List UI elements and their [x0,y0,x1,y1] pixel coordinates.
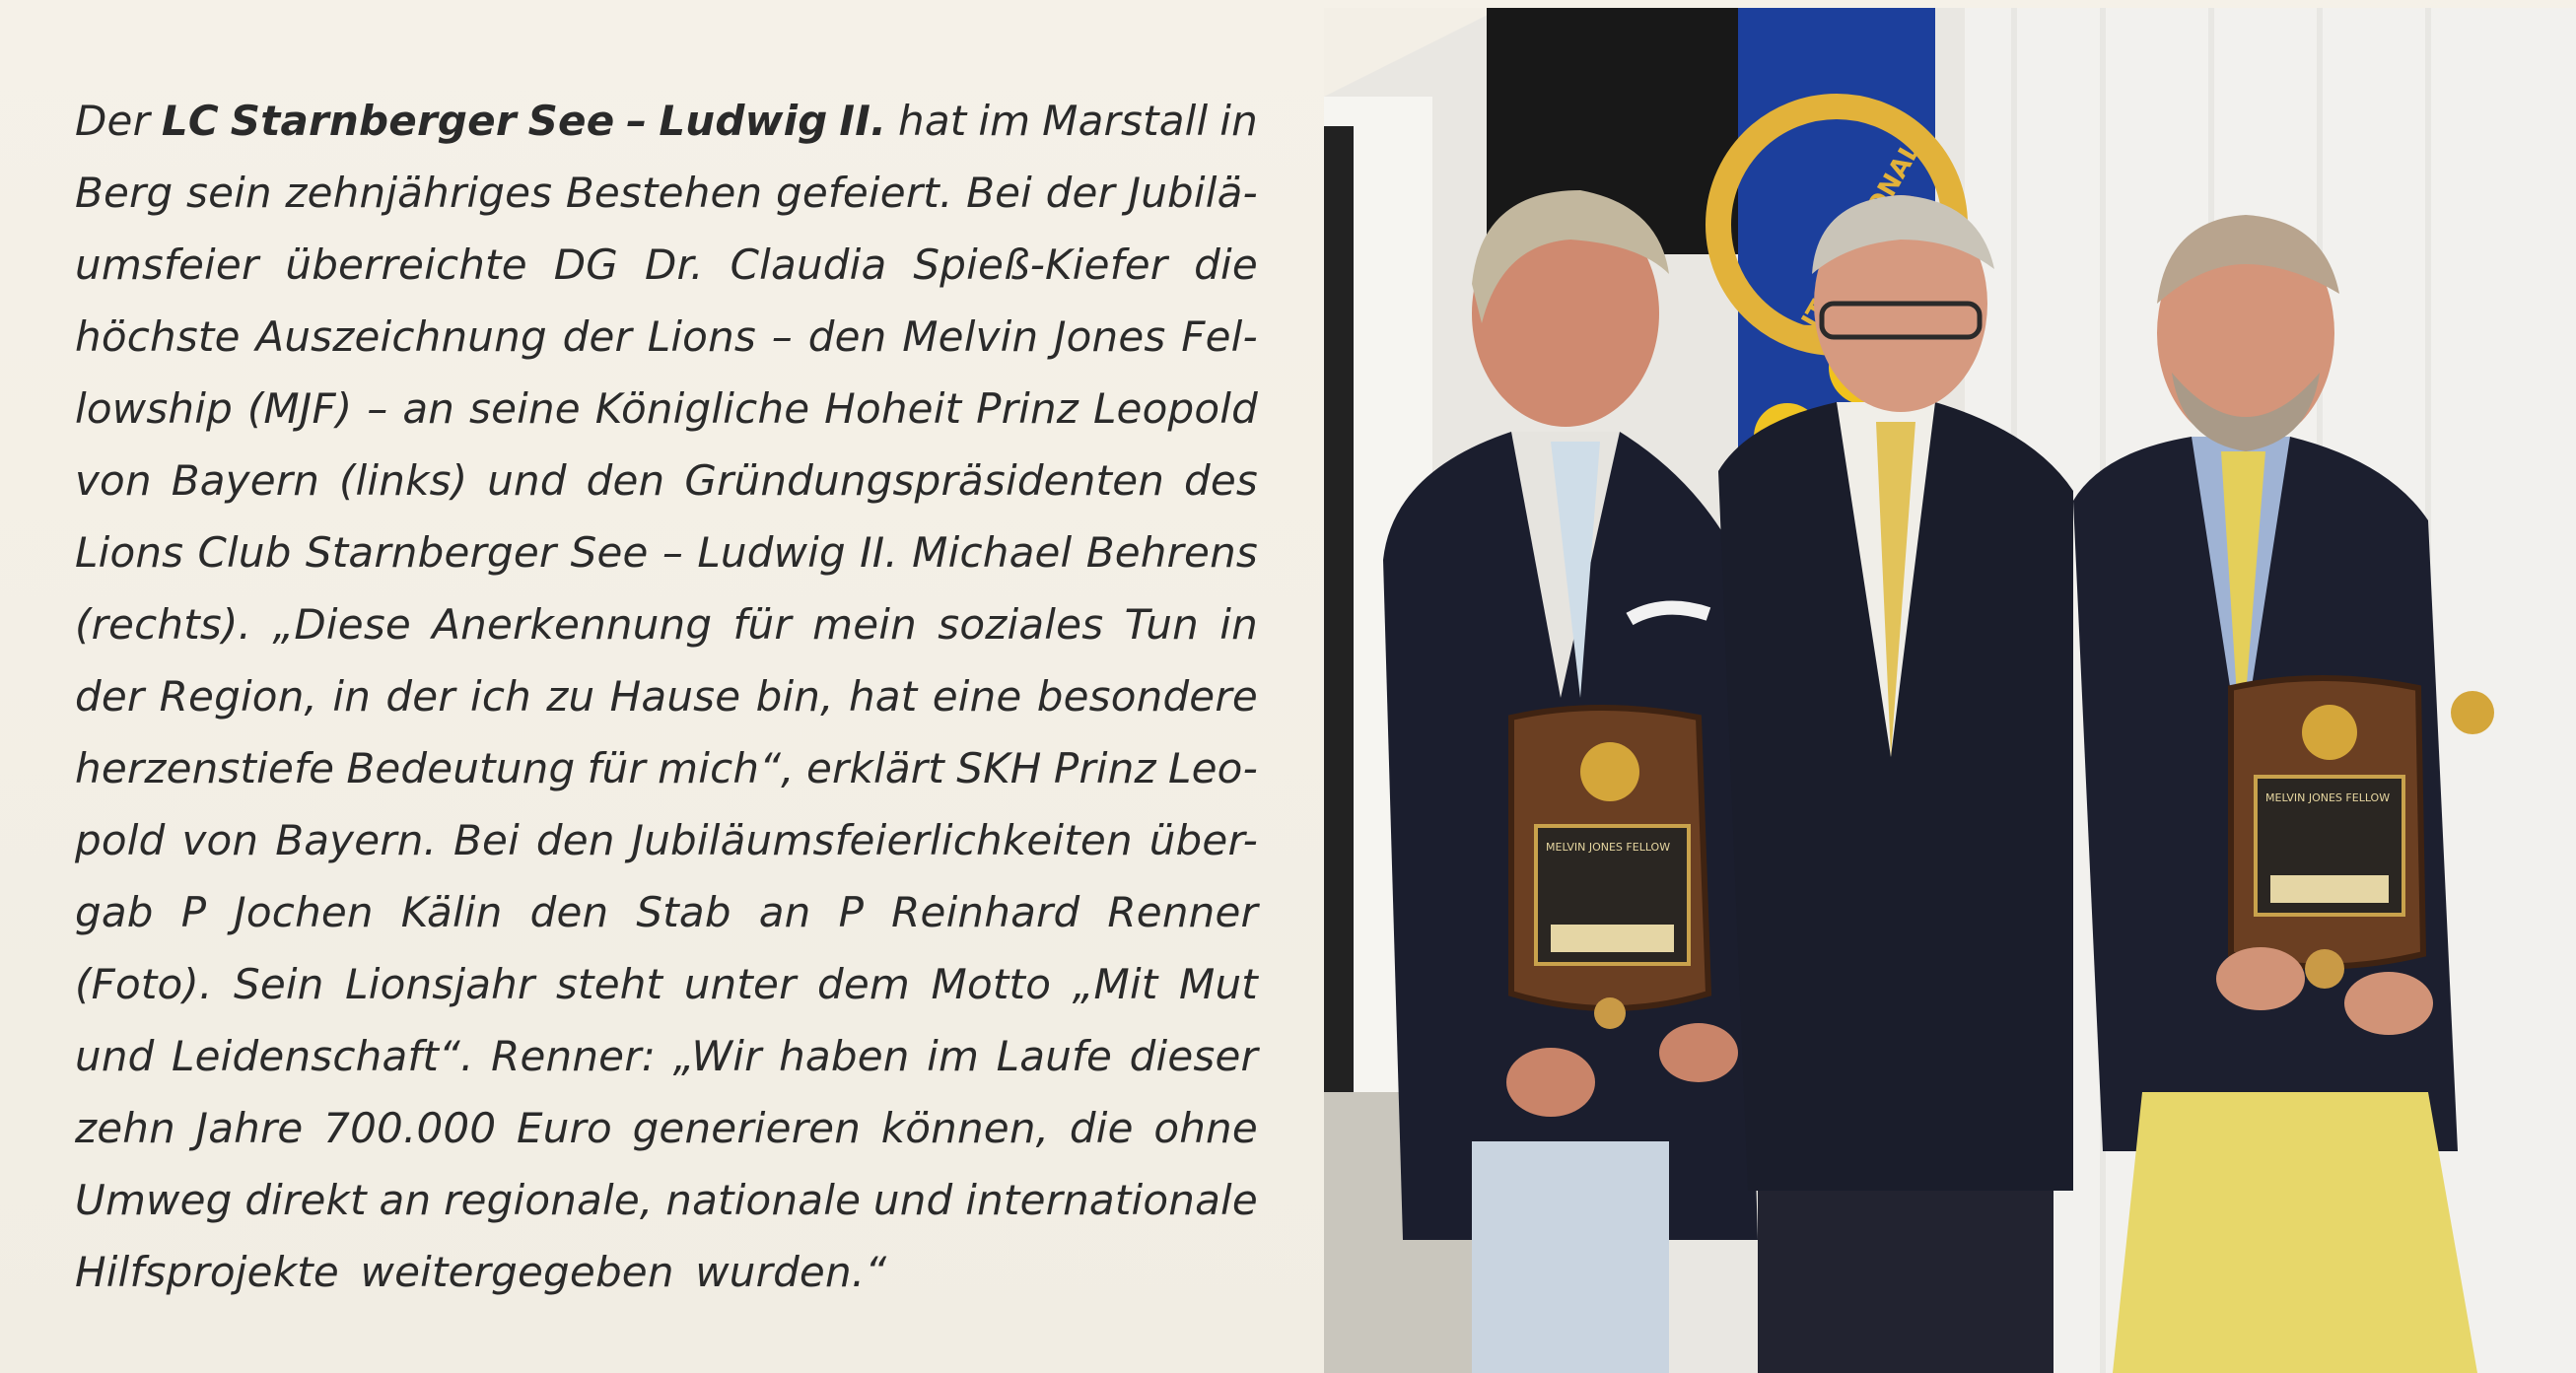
article-word: höchste [75,312,241,361]
article-word: Prinz [976,384,1079,433]
article-line [75,445,1258,516]
article-word: Jochen [234,888,374,936]
article-word: pold [75,816,166,864]
article-word: II. [860,528,898,577]
article-word: See [527,97,615,145]
article-word: Jubiläumsfeierlichkeiten [631,816,1133,864]
article-line [75,301,1258,373]
article-word: sein [185,169,272,217]
article-word: (MJF) [246,384,353,433]
article-word: Michael [912,528,1073,577]
article-line [75,1236,1258,1308]
article-word: Jones [1054,312,1166,361]
article-word: Umweg [75,1176,233,1224]
article-word: Euro [516,1104,612,1152]
article-word: Mut [1179,960,1258,1008]
article-word: (links) [338,456,468,505]
article-word: Bayern [171,456,320,505]
article-word: Dr. [644,240,704,289]
article-line [75,1092,1258,1164]
article-word: Bei [966,169,1033,217]
article-word: Behrens [1085,528,1258,577]
article-word: Gründungspräsidenten [684,456,1165,505]
article-line [75,948,1258,1020]
article-word: Claudia [730,240,887,289]
article-word: für [732,600,792,649]
article-word: die [1069,1104,1134,1152]
article-word: an [402,384,455,433]
plaque-right-text: MELVIN JONES FELLOW [2265,791,2391,804]
article-word: Hause [609,672,741,721]
article-word: P [180,888,207,936]
article-word: SKH [956,744,1042,792]
article-word: Jahre [195,1104,304,1152]
article-word: des [1184,456,1258,505]
article-word: Region, [159,672,318,721]
article-word: Hilfsprojekte [75,1248,361,1296]
article-line [75,157,1258,229]
article-word: Bestehen [565,169,763,217]
article-word: erklärt [805,744,944,792]
article-word: weitergegeben [360,1248,696,1296]
article-word: im [978,97,1031,145]
article-word: den [535,816,615,864]
article-word: P [838,888,865,936]
article-word: den [807,312,887,361]
article-line [75,373,1258,445]
article-word: der [562,312,632,361]
article-word: Der [75,97,151,145]
article-word: Anerkennung [432,600,713,649]
article-word: (Foto). [75,960,213,1008]
article-word: Lions [75,528,184,577]
article-line [75,876,1258,948]
article-word: zehnjähriges [285,169,553,217]
article-word: II. [839,97,887,145]
article-word: die [1194,240,1258,289]
article-word: überreichte [285,240,527,289]
article-word: gab [75,888,154,936]
article-word: Bei [453,816,520,864]
article-word: an [379,1176,432,1224]
plaque-left-text: MELVIN JONES FELLOW [1546,841,1671,854]
article-word: und [487,456,567,505]
article-word: der [1045,169,1116,217]
article-line [75,516,1258,588]
article-word: dieser [1129,1032,1258,1080]
article-word: der [385,672,455,721]
article-word: gefeiert. [775,169,953,217]
article-word: in [1219,600,1258,649]
article-word: den [529,888,609,936]
article-word: lowship [75,384,233,433]
article-word: Stab [636,888,731,936]
article-word: internationale [965,1176,1258,1224]
article-word: herzenstiefe [75,744,335,792]
article-word: umsfeier [75,240,259,289]
article-word: dem [817,960,911,1008]
article-word: zu [546,672,595,721]
article-word: in [332,672,372,721]
article-word: direkt [244,1176,367,1224]
article-word: Club [197,528,292,577]
article-word: – [367,384,388,433]
article-line [75,85,1258,157]
article-word: von [181,816,259,864]
article-word: Melvin [902,312,1039,361]
article-word: Leopold [1092,384,1258,433]
article-word: an [758,888,811,936]
article-word: unter [683,960,797,1008]
article-word: haben [779,1032,910,1080]
article-word: hat [898,97,967,145]
article-word: Jubilä- [1128,169,1258,217]
article-word: Renner: [491,1032,657,1080]
article-line [75,1164,1258,1236]
article-word: Fel- [1181,312,1258,361]
article-word: Marstall [1042,97,1209,145]
article-word: ohne [1153,1104,1258,1152]
article-word: Leidenschaft“. [172,1032,474,1080]
article-word: den [586,456,665,505]
article-word: mich“, [658,744,795,792]
article-word: wurden.“ [695,1248,887,1296]
article-word: Auszeichnung [255,312,547,361]
article-word: (rechts). [75,600,252,649]
article-word: Kälin [400,888,503,936]
article-word: zehn [75,1104,175,1152]
article-line [75,229,1258,301]
event-photo [1324,8,2576,1373]
article-word: und [75,1032,155,1080]
article-word: in [1219,97,1258,145]
article-word: Laufe [996,1032,1113,1080]
article-word: eine [932,672,1022,721]
article-word: Bedeutung [346,744,576,792]
article-word: hat [848,672,918,721]
article-word: LC [161,97,219,145]
article-word: mein [812,600,917,649]
article-word: See [570,528,649,577]
article-word: generieren [632,1104,862,1152]
article-line [75,660,1258,732]
article-word: seine [468,384,581,433]
article-word: DG [553,240,619,289]
article-word: Ludwig [697,528,846,577]
article-word: nationale [665,1176,862,1224]
article-word: Sein [234,960,324,1008]
article-word: regionale, [444,1176,654,1224]
article-word: Königliche [594,384,810,433]
article-word: – [661,528,684,577]
article-word: Reinhard [891,888,1080,936]
article-word: Bayern. [275,816,438,864]
article-word: Berg [75,169,174,217]
article-word: von [75,456,152,505]
article-word: Ludwig [659,97,828,145]
article-word: Lions [647,312,756,361]
article-word: Tun [1124,600,1199,649]
article-word: im [927,1032,980,1080]
article-word: – [626,97,648,145]
article-word: „Mit [1072,960,1158,1008]
article-word: Renner [1107,888,1258,936]
article-word: Leo- [1168,744,1258,792]
article-word: Starnberger [230,97,517,145]
article-word: Hoheit [824,384,962,433]
article-word: und [872,1176,953,1224]
article-word: für [587,744,646,792]
article-word: Lionsjahr [345,960,535,1008]
article-word: soziales [938,600,1104,649]
article-text [75,85,1258,1308]
article-word: Motto [931,960,1052,1008]
article-word: besondere [1036,672,1258,721]
article-word: Prinz [1053,744,1156,792]
article-line [75,732,1258,804]
article-word: Spieß-Kiefer [913,240,1168,289]
article-word: steht [555,960,663,1008]
article-word: 700.000 [323,1104,497,1152]
article-word: bin, [755,672,834,721]
article-word: „Diese [272,600,411,649]
plaque-left [1511,708,1708,1029]
article-word: über- [1149,816,1258,864]
article-word: können, [880,1104,1050,1152]
article-word: – [771,312,793,361]
article-line [75,588,1258,660]
article-word: „Wir [672,1032,762,1080]
article-word: Starnberger [305,528,557,577]
article-word: ich [470,672,531,721]
article-line [75,1020,1258,1092]
article-word: der [75,672,145,721]
article-line [75,804,1258,876]
